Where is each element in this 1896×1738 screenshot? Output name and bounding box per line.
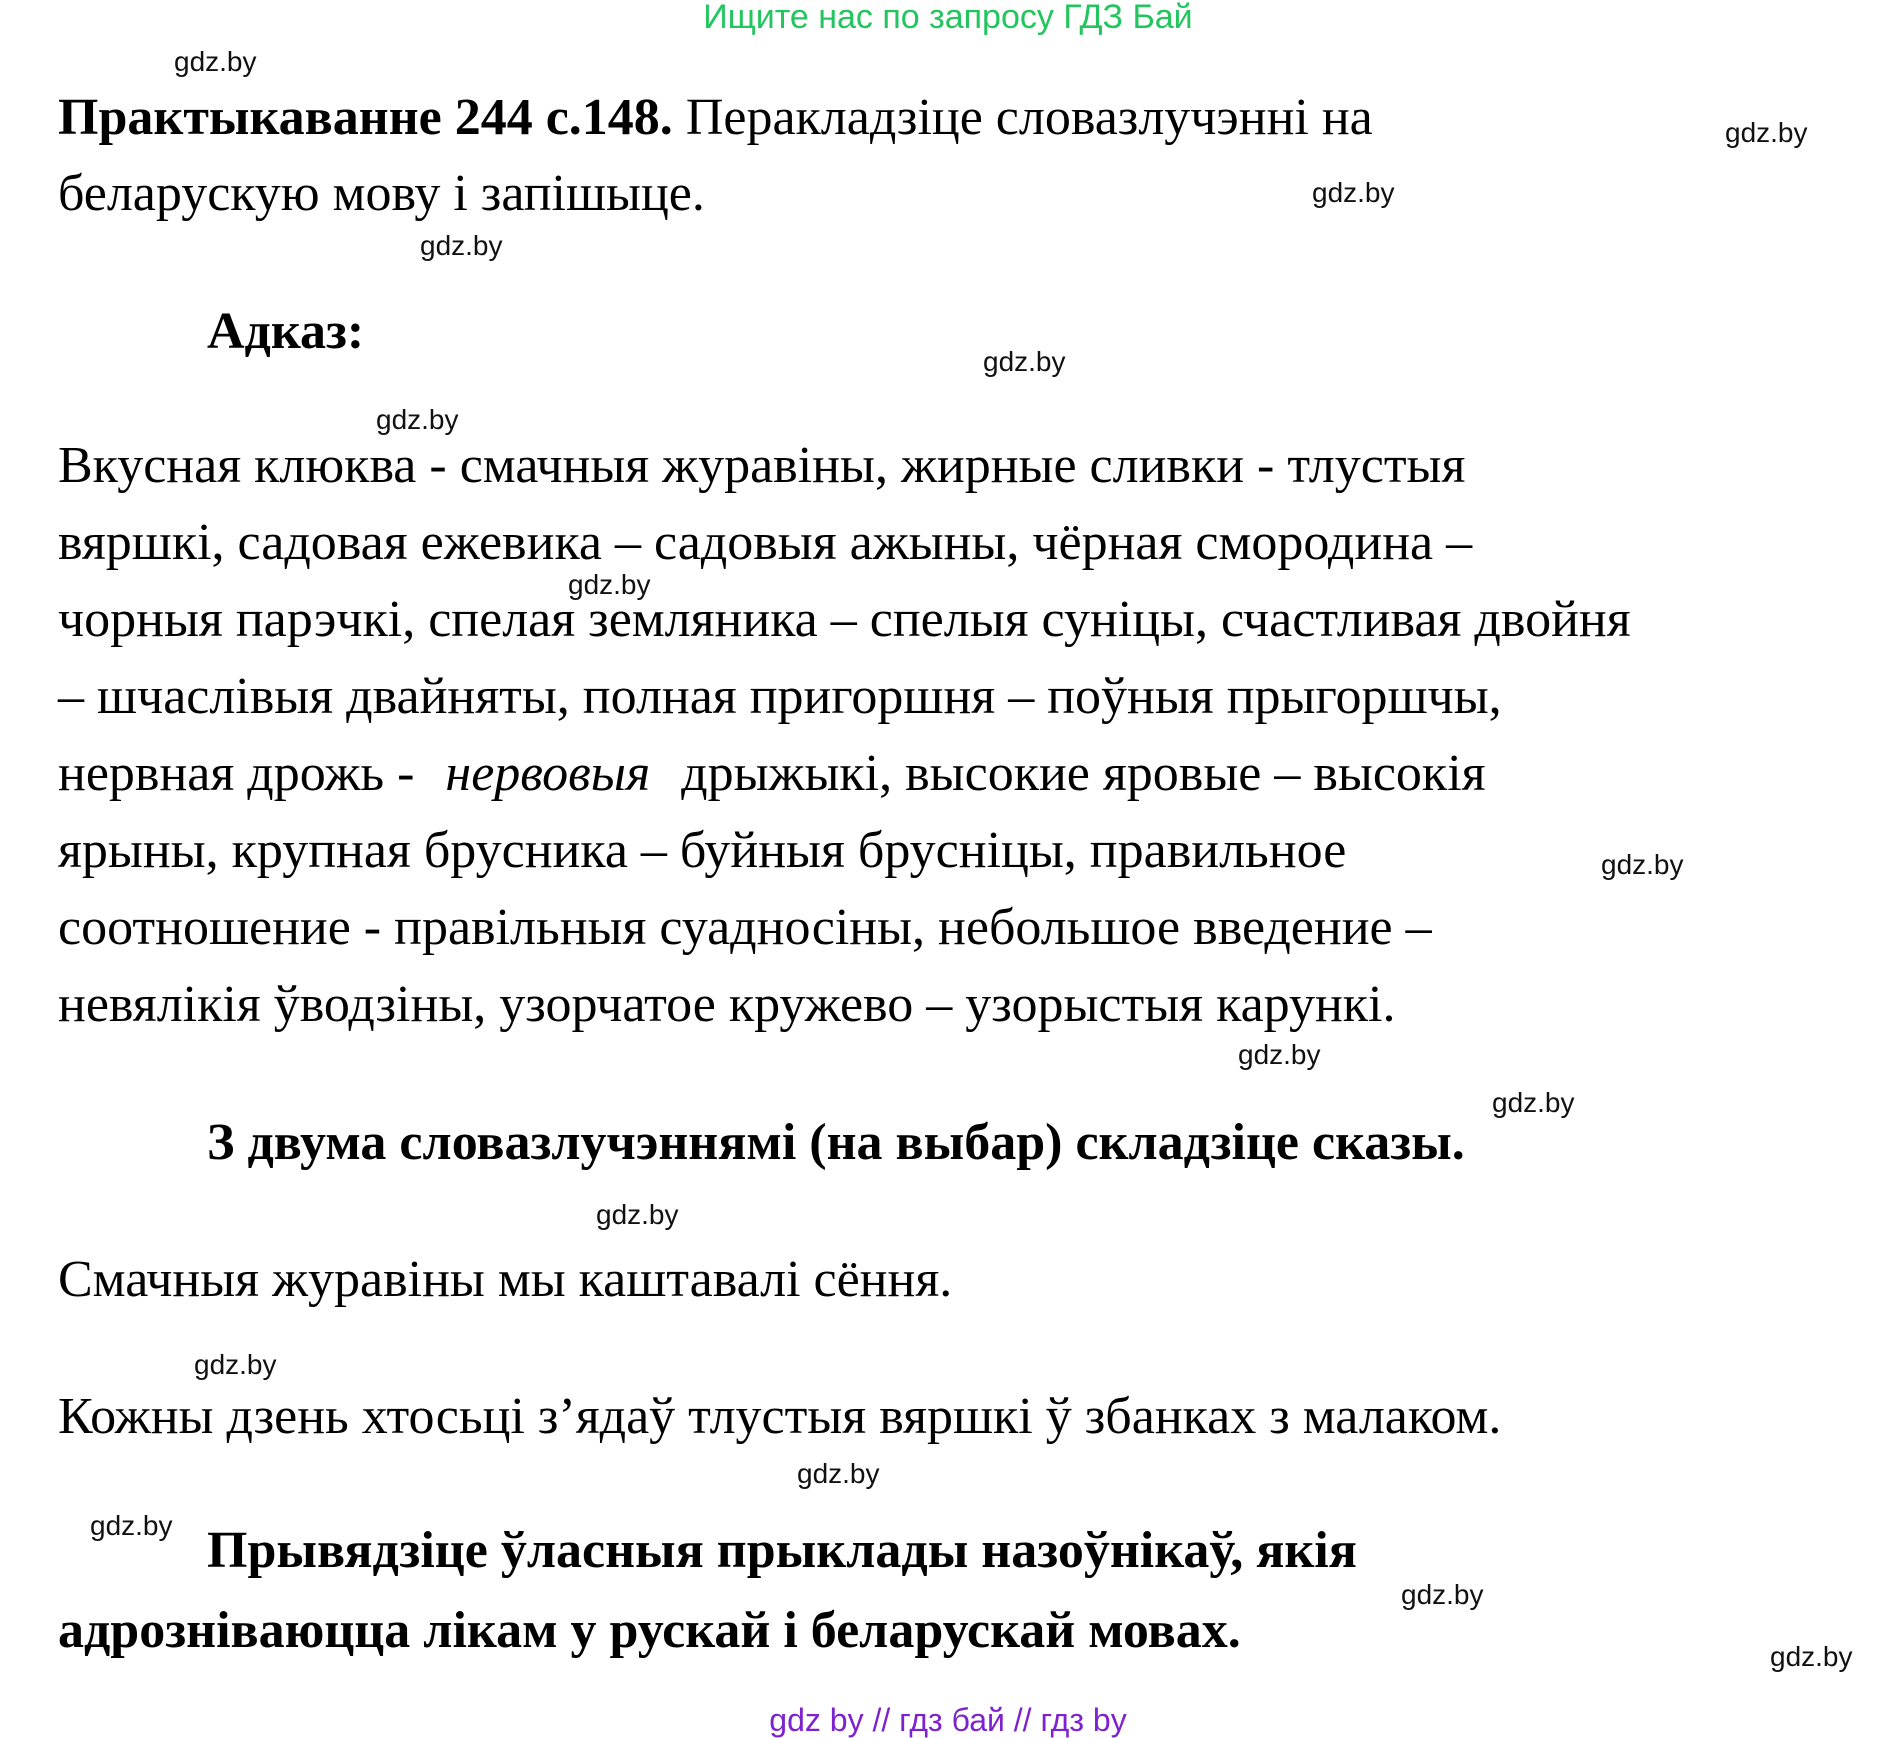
footer-links: gdz by // гдз бай // гдз by (769, 1702, 1127, 1738)
watermark: gdz.by (1725, 117, 1808, 148)
sentence: Смачныя журавіны мы каштавалі сёння. (58, 1251, 953, 1308)
translation-line: – шчаслівыя двайняты, полная пригоршня – поўныя прыгоршчы, (58, 668, 1502, 725)
translation-line: вяршкі, садовая ежевика – садовыя ажыны, чёрная смородина – (58, 514, 1473, 571)
translation-text: дрыжыкі, высокие яровые – высокія (681, 745, 1486, 802)
task3-heading: Прывядзіце ўласныя прыклады назоўнікаў, якія (207, 1522, 1357, 1579)
watermark: gdz.by (194, 1349, 277, 1380)
watermark: gdz.by (420, 230, 503, 261)
watermark: gdz.by (1770, 1641, 1853, 1672)
watermark: gdz.by (1238, 1039, 1321, 1070)
watermark: gdz.by (568, 569, 651, 600)
translation-line: невялікія ўводзіны, узорчатое кружево – узорыстыя карункі. (58, 976, 1396, 1033)
task3-heading-cont: адрозніваюцца лікам у рускай і беларускай мовах. (58, 1602, 1241, 1659)
translation-text: нервная дрожь - (58, 745, 415, 802)
watermark: gdz.by (983, 346, 1066, 377)
search-banner: Ищите нас по запросу ГДЗ Бай (703, 0, 1193, 36)
task-paragraph-line-1 (58, 88, 1373, 148)
watermark: gdz.by (1492, 1087, 1575, 1118)
translation-line (58, 744, 1486, 804)
watermark: gdz.by (376, 404, 459, 435)
task2-heading: З двума словазлучэннямі (на выбар) складзіце сказы. (207, 1114, 1465, 1171)
watermark: gdz.by (1312, 177, 1395, 208)
task-instruction: Перакладзіце словазлучэнні на (685, 89, 1373, 146)
watermark: gdz.by (90, 1510, 173, 1541)
watermark: gdz.by (1601, 849, 1684, 880)
translation-line: соотношение - правільныя суадносіны, небольшое введение – (58, 899, 1432, 956)
watermark: gdz.by (1401, 1579, 1484, 1610)
answer-label: Адказ: (207, 303, 365, 360)
watermark: gdz.by (596, 1199, 679, 1230)
sentence: Кожны дзень хтосьці з’ядаў тлустыя вяршкі ў збанках з малаком. (58, 1388, 1502, 1445)
translation-italic-word: нервовыя (445, 745, 651, 802)
watermark: gdz.by (797, 1458, 880, 1489)
translation-line: ярыны, крупная брусника – буйныя брусніцы, правильное (58, 822, 1347, 879)
translation-line: Вкусная клюква - смачныя журавіны, жирные сливки - тлустыя (58, 437, 1466, 494)
task-heading: Практыкаванне 244 с.148. (58, 89, 673, 146)
watermark: gdz.by (174, 46, 257, 77)
translation-line: чорныя парэчкі, спелая земляника – спелыя суніцы, счастливая двойня (58, 591, 1631, 648)
task-instruction-cont: беларускую мову і запішыце. (58, 165, 705, 222)
